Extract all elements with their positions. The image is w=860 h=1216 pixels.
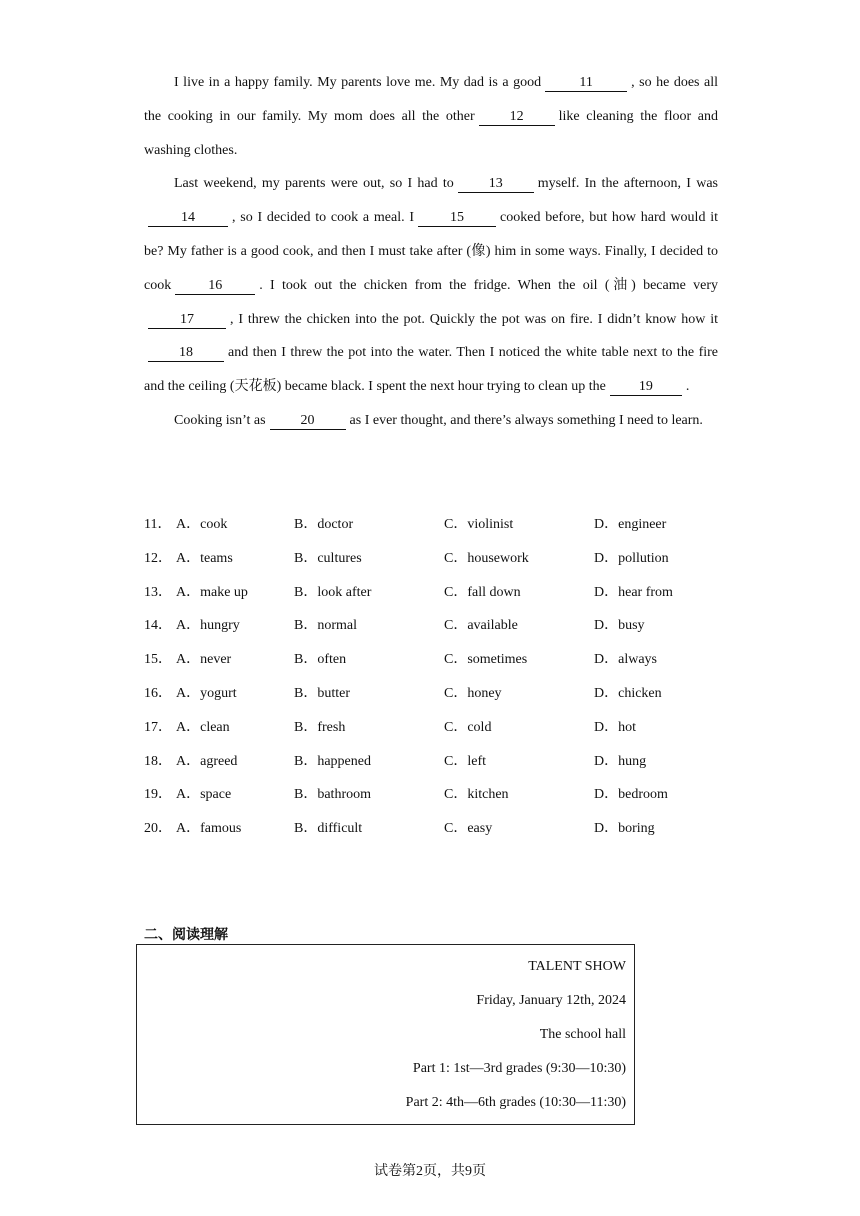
passage-text: cooked before, but how hard would it be? My father is a good cook, and then I must take after (像) him in some ways. Finally, I decided to cook: [144, 210, 718, 293]
option-d: D．hot: [594, 719, 636, 735]
option-c: C．violinist: [444, 517, 514, 532]
passage-text: Cooking isn’t as: [174, 412, 266, 428]
option-d: D．pollution: [594, 550, 669, 566]
passage-text: myself. In the afternoon, I was: [537, 176, 718, 192]
passage-paragraph-1: [144, 66, 718, 167]
question-number: 16．: [144, 685, 172, 701]
option-d: D．chicken: [594, 685, 662, 701]
option-d: D．busy: [594, 618, 645, 634]
option-d: D．bedroom: [594, 787, 668, 803]
passage-text: , so I decided to cook a meal. I: [232, 210, 415, 226]
notice-part-1: Part 1: 1st—3rd grades (9:30—10:30): [412, 1061, 626, 1076]
option-c: C．honey: [444, 685, 502, 701]
page-footer: 试卷第2页，共9页: [374, 1164, 486, 1179]
passage-text: Last weekend, my parents were out, so I had to: [174, 176, 454, 192]
passage-paragraph-2: [144, 167, 718, 404]
option-d: D．always: [594, 652, 657, 668]
option-c: C．fall down: [444, 584, 521, 600]
option-a: A．agreed: [176, 753, 238, 769]
option-b: B．doctor: [294, 517, 354, 532]
blank-19: 19: [610, 379, 682, 396]
question-row: [144, 742, 744, 776]
notice-title: TALENT SHOW: [528, 959, 626, 974]
option-a: A．never: [176, 652, 232, 668]
question-row: [144, 674, 744, 708]
option-d: D．boring: [594, 821, 655, 837]
blank-11: 11: [545, 75, 627, 92]
option-c: C．housework: [444, 550, 529, 566]
question-row: [144, 708, 744, 742]
question-row: [144, 539, 744, 573]
passage-text: like cleaning the floor and washing clothes.: [144, 108, 718, 158]
blank-18: 18: [148, 345, 224, 362]
option-c: C．left: [444, 753, 486, 769]
passage-text: . I took out the chicken from the fridge. When the oil (油) became very: [259, 277, 718, 293]
option-c: C．available: [444, 618, 518, 634]
question-row: [144, 606, 744, 640]
option-a: A．cook: [176, 517, 228, 532]
question-row: [144, 573, 744, 607]
blank-17: 17: [148, 312, 226, 329]
option-b: B．normal: [294, 618, 357, 634]
question-number: 11．: [144, 517, 172, 532]
option-a: A．clean: [176, 719, 230, 735]
blank-15: 15: [418, 210, 496, 227]
section-heading: 二、阅读理解: [144, 927, 228, 943]
question-row: [144, 775, 744, 809]
passage-text: , so he does all the cooking in our family. My mom does all the other: [144, 75, 719, 124]
question-row: [144, 505, 744, 539]
option-a: A．yogurt: [176, 685, 237, 701]
question-number: 19．: [144, 787, 172, 803]
blank-13: 13: [458, 176, 534, 193]
question-number: 12．: [144, 550, 172, 566]
option-b: B．butter: [294, 685, 350, 701]
passage-text: I live in a happy family. My parents love me. My dad is a good: [174, 75, 542, 90]
option-c: C．kitchen: [444, 787, 509, 803]
option-b: B．look after: [294, 584, 372, 600]
question-row: [144, 640, 744, 674]
question-options: [144, 505, 744, 843]
option-a: A．make up: [176, 584, 248, 600]
question-number: 17．: [144, 719, 172, 735]
option-a: A．teams: [176, 550, 233, 566]
option-c: C．easy: [444, 821, 493, 837]
option-a: A．space: [176, 787, 232, 803]
blank-12: 12: [479, 109, 555, 126]
option-b: B．often: [294, 652, 347, 668]
notice-part-2: Part 2: 4th—6th grades (10:30—11:30): [405, 1095, 626, 1110]
option-c: C．sometimes: [444, 652, 528, 668]
option-b: B．happened: [294, 753, 371, 769]
question-number: 14．: [144, 618, 172, 634]
passage-text: , I threw the chicken into the pot. Quickly the pot was on fire. I didn’t know how it: [230, 311, 718, 327]
notice-location: The school hall: [539, 1027, 626, 1042]
question-number: 13．: [144, 584, 172, 600]
option-c: C．cold: [444, 719, 492, 735]
passage-text: as I ever thought, and there’s always something I need to learn.: [349, 412, 703, 428]
blank-14: 14: [148, 210, 228, 227]
option-a: A．hungry: [176, 618, 240, 634]
question-number: 15．: [144, 652, 172, 668]
option-b: B．bathroom: [294, 787, 371, 803]
blank-16: 16: [175, 278, 255, 295]
option-a: A．famous: [176, 821, 242, 837]
cloze-passage: [144, 66, 718, 438]
blank-20: 20: [270, 413, 346, 430]
option-b: B．cultures: [294, 550, 362, 566]
passage-text: and then I threw the pot into the water. Then I noticed the white table next to the fire and the ceiling (天花板) became black. I spent the next hour trying to clean up the: [144, 345, 718, 395]
question-row: [144, 809, 744, 843]
option-b: B．fresh: [294, 719, 346, 735]
option-d: D．hung: [594, 753, 647, 769]
passage-text: .: [685, 379, 690, 395]
passage-paragraph-3: [144, 404, 718, 438]
option-d: D．hear from: [594, 584, 673, 600]
talent-show-notice: [136, 944, 635, 1125]
question-number: 20．: [144, 821, 172, 837]
question-number: 18．: [144, 753, 172, 769]
option-d: D．engineer: [594, 517, 667, 532]
option-b: B．difficult: [294, 821, 363, 837]
notice-date: Friday, January 12th, 2024: [476, 993, 626, 1008]
